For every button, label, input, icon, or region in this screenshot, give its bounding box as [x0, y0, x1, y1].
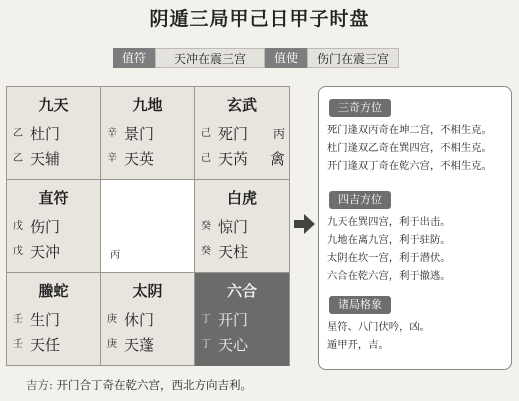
stem-char: 戊: [13, 221, 23, 232]
star-name: 天英: [124, 150, 155, 168]
zhishi-value: 伤门在震三宫: [307, 48, 399, 68]
palace-god: 螣蛇: [38, 282, 69, 300]
stem-char: 辛: [107, 153, 117, 164]
palace-god: 白虎: [226, 189, 257, 207]
star-row: [107, 149, 190, 169]
star-name: 天冲: [30, 243, 61, 261]
section-line: 星符、八门伏吟，凶。: [327, 321, 430, 333]
stem-char: 丁: [201, 339, 211, 350]
stem-char: 乙: [13, 128, 23, 139]
section-line: 杜门逢双乙奇在巽四宫，不相生克。: [327, 142, 492, 154]
zhishi-label: 值使: [265, 48, 307, 68]
star-row: [13, 242, 96, 262]
stem-char: 辛: [107, 128, 117, 139]
palace-cell: [7, 180, 101, 273]
stem-char: 乙: [13, 153, 23, 164]
palace-god: 太阴: [132, 282, 163, 300]
door-name: 景门: [124, 125, 155, 143]
palace-cell: [101, 87, 195, 180]
section-line: 死门逢双丙奇在坤二宫，不相生克。: [327, 124, 492, 136]
extra-char: 禽: [269, 150, 285, 168]
stem-char: 己: [201, 153, 211, 164]
star-row: [13, 335, 96, 355]
star-name: 天心: [218, 336, 249, 354]
palace-god: 玄武: [226, 96, 257, 114]
star-name: 天芮: [218, 150, 249, 168]
palace-cell: [101, 180, 195, 273]
star-name: 天辅: [30, 150, 61, 168]
star-row: [13, 149, 96, 169]
door-row: [13, 124, 96, 144]
palace-god: 九地: [132, 96, 163, 114]
door-name: 死门: [218, 125, 249, 143]
section-badge: 三奇方位: [329, 99, 391, 117]
section-line: 开门逢双丁奇在乾六宫，不相生克。: [327, 160, 492, 172]
star-row: [107, 335, 190, 355]
door-name: 杜门: [30, 125, 61, 143]
star-row: [201, 335, 285, 355]
stem-char: 戊: [13, 246, 23, 257]
section-line: 遁甲开，吉。: [327, 339, 389, 351]
stem-char: 壬: [13, 314, 23, 325]
door-row: [13, 217, 96, 237]
zhifu-value: 天冲在震三宫: [155, 48, 265, 68]
door-row: [107, 310, 190, 330]
analysis-panel: [318, 86, 512, 370]
extra-char: 丙: [272, 127, 285, 141]
door-row: [201, 310, 285, 330]
door-row: [13, 310, 96, 330]
auspicious-direction: [26, 377, 252, 393]
palace-god: 直符: [38, 189, 69, 207]
palace-cell: [195, 273, 289, 366]
star-name: 天任: [30, 336, 61, 354]
door-row: [107, 124, 190, 144]
star-name: 天蓬: [124, 336, 155, 354]
center-stem: 丙: [110, 250, 120, 261]
star-row: [201, 149, 285, 169]
section-line: 太阴在坎一宫，利于潜伏。: [327, 252, 451, 264]
section-line: 六合在乾六宫，利于撤逃。: [327, 270, 451, 282]
auspicious-text: 开门合丁奇在乾六宫，西北方向吉利。: [56, 378, 253, 392]
section-badge: 诸局格象: [329, 296, 391, 314]
stem-char: 庚: [107, 339, 117, 350]
section-line: 九地在离九宫，利于驻防。: [327, 234, 451, 246]
door-name: 惊门: [218, 218, 249, 236]
auspicious-label: 吉方:: [26, 378, 53, 392]
palace-god: 九天: [38, 96, 69, 114]
star-row: [201, 242, 285, 262]
door-name: 休门: [124, 311, 155, 329]
palace-grid: [6, 86, 290, 366]
stem-char: 癸: [201, 221, 211, 232]
section-badge: 四吉方位: [329, 191, 391, 209]
arrow-right-icon: [292, 212, 316, 236]
door-name: 伤门: [30, 218, 61, 236]
palace-cell: [101, 273, 195, 366]
zhifu-label: 值符: [113, 48, 155, 68]
stem-char: 己: [201, 128, 211, 139]
stem-char: 壬: [13, 339, 23, 350]
section-line: 九天在巽四宫，利于出击。: [327, 216, 451, 228]
stem-char: 丁: [201, 314, 211, 325]
door-name: 开门: [218, 311, 249, 329]
palace-cell: [7, 273, 101, 366]
stem-char: 庚: [107, 314, 117, 325]
palace-god: 六合: [226, 282, 257, 300]
stem-char: 癸: [201, 246, 211, 257]
star-name: 天柱: [218, 243, 249, 261]
door-row: [201, 124, 285, 144]
door-name: 生门: [30, 311, 61, 329]
page-title: 阴遁三局甲己日甲子时盘: [149, 8, 370, 30]
door-row: [201, 217, 285, 237]
palace-cell: [195, 180, 289, 273]
palace-cell: [7, 87, 101, 180]
palace-cell: [195, 87, 289, 180]
